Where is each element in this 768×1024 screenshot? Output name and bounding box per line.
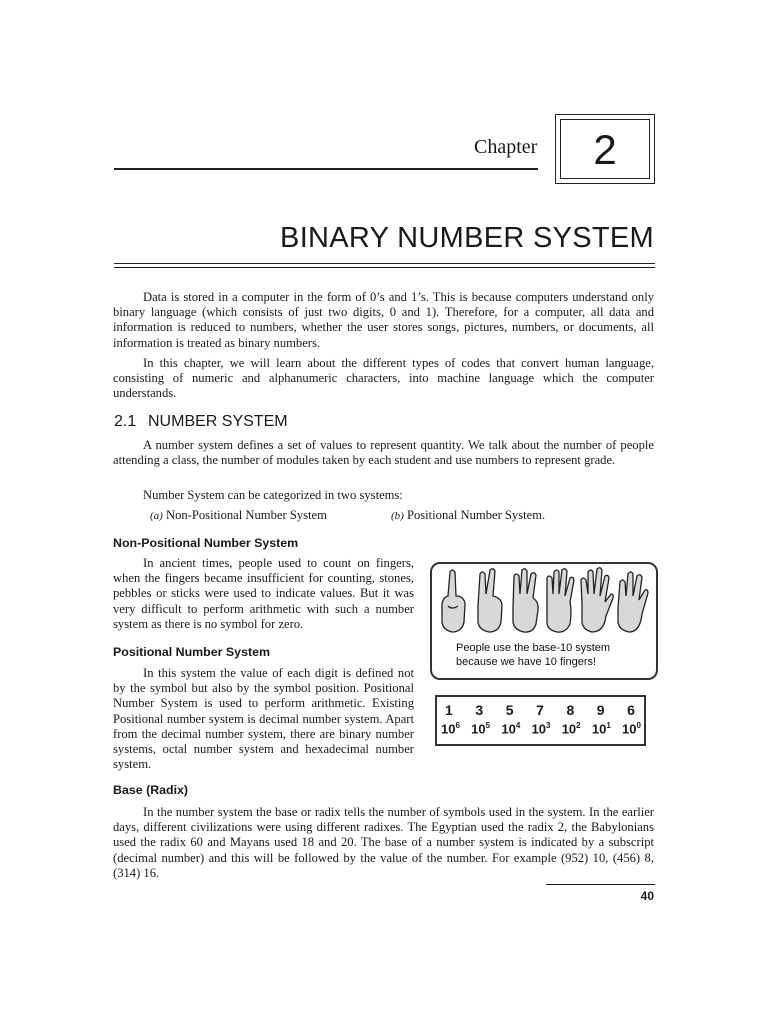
chapter-label: Chapter — [474, 136, 538, 158]
two-finger-hand-icon — [478, 569, 502, 632]
place-value-powers-row — [441, 721, 641, 736]
non-positional-text: In ancient times, people used to count on fingers, when the fingers became insufficient for counting, stones, pebbles or sticks were used to indicate values. But it was very difficult to perform arithmetic with such a number system as there is no symbol for zero. — [113, 556, 414, 631]
chapter-number: 2 — [593, 126, 617, 173]
section-number: 2.1 — [114, 413, 137, 430]
figure-caption-line-2: because we have 10 fingers! — [456, 656, 597, 668]
place-value-digits-row — [445, 702, 635, 718]
power-cell: $10^2$ — [561, 721, 581, 737]
base-radix-heading: Base (Radix) — [113, 783, 189, 797]
digit-cell: 6 — [627, 702, 635, 718]
list-item-a — [150, 508, 327, 523]
list-text-a: Non-Positional Number System — [165, 508, 327, 522]
power-cell: $10^1$ — [591, 721, 611, 737]
open-hand-icon — [618, 572, 648, 632]
base-radix-text: In the number system the base or radix tells the number of symbols used in the system. In the earlier days, different civilizations were using different radixes. The Egyptian used the radix 2, the Babylonians used the radix 60 and Mayans used 18 and 20. The base of a number system is indicated by a subscript (decimal number) and this will be followed by the value of the number. For example (952) 10, (456) 8, (314) 16. — [113, 805, 654, 880]
title-double-rule — [114, 263, 655, 268]
list-item-b — [391, 508, 545, 523]
place-value-table — [435, 695, 646, 746]
three-finger-hand-icon — [513, 569, 538, 632]
power-cell: $10^4$ — [501, 721, 521, 737]
figure-caption-line-1: People use the base-10 system — [456, 642, 611, 654]
digit-cell: 9 — [596, 702, 605, 718]
footer-rule — [546, 884, 655, 885]
page-title: BINARY NUMBER SYSTEM — [280, 222, 654, 254]
chapter-number-box-inner — [560, 119, 650, 179]
power-cell: $10^3$ — [531, 721, 551, 737]
positional-heading: Positional Number System — [113, 645, 270, 659]
page-number: 40 — [640, 889, 654, 903]
non-positional-heading: Non-Positional Number System — [113, 536, 299, 550]
figure-caption — [456, 641, 646, 669]
five-finger-hand-icon — [581, 568, 613, 632]
section-paragraph-1: A number system defines a set of values to represent quantity. We talk about the number of people attending a class, the number of modules taken by each student and use numbers to represent grade. — [113, 438, 654, 468]
one-finger-hand-icon — [442, 570, 465, 632]
intro-paragraph-1: Data is stored in a computer in the form of 0’s and 1’s. This is because computers understand only binary language (which consists of just two digits, 0 and 1). Therefore, for a computer, all data and information is reduced to numbers, whether the user stores songs, pictures, numbers, or documents, all information is treated as binary numbers. — [113, 290, 654, 350]
four-finger-hand-icon — [547, 569, 574, 632]
positional-text: In this system the value of each digit is defined not by the symbol but also by the symbol position. Positional Number System is used to perform arithmetic. Existing Positional number system is decimal number system. Apart from the decimal number system, there are binary number systems, octal number system and hexadecimal number system. — [113, 666, 414, 772]
counting-hands-illustration — [438, 566, 650, 638]
digit-cell: 7 — [536, 702, 544, 718]
list-text-b: Positional Number System. — [406, 508, 546, 522]
power-cell: $10^0$ — [622, 721, 641, 737]
power-cell: $10^5$ — [471, 721, 491, 737]
list-marker-a: (a) — [150, 510, 163, 522]
section-paragraph-2: Number System can be categorized in two systems: — [143, 488, 403, 502]
digit-cell: 8 — [566, 702, 575, 718]
section-heading — [114, 413, 288, 431]
digit-cell: 5 — [505, 702, 514, 718]
list-marker-b: (b) — [391, 510, 404, 522]
power-cell: $10^6$ — [441, 721, 460, 737]
header-rule — [114, 168, 538, 170]
digit-cell: 3 — [475, 702, 484, 718]
digit-cell: 1 — [445, 702, 453, 718]
chapter-number-box — [555, 114, 655, 184]
section-title: NUMBER SYSTEM — [148, 413, 288, 430]
intro-paragraph-2: In this chapter, we will learn about the different types of codes that convert human language, consisting of numeric and alphanumeric characters, into machine language which the computer understands. — [113, 356, 654, 401]
